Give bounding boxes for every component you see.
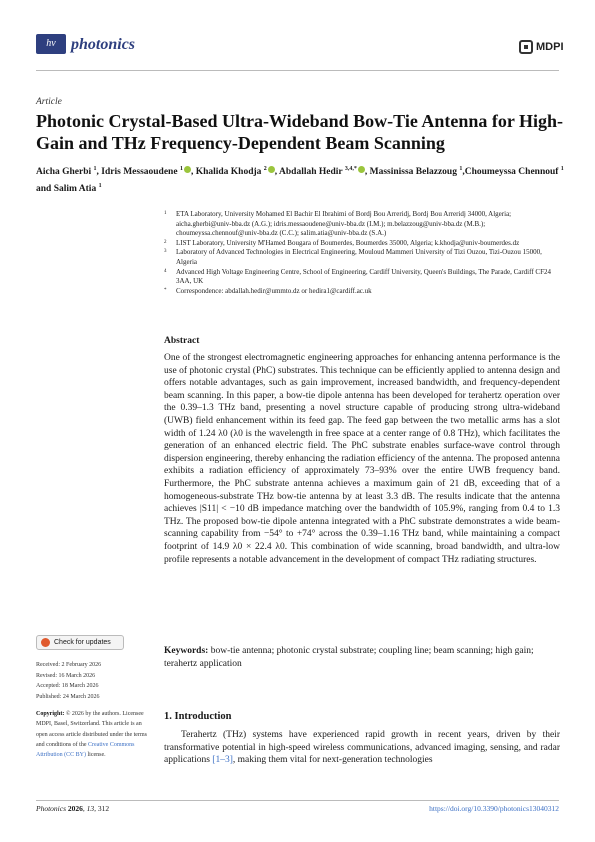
affiliation-text: Correspondence: abdallah.hedir@ummto.dz or hedira1@cardiff.ac.uk: [176, 286, 372, 295]
journal-name: photonics: [71, 36, 136, 53]
publisher-logo: [519, 40, 564, 54]
orcid-icon[interactable]: [184, 166, 191, 173]
author-name: Choumeyssa Chennouf: [464, 167, 561, 178]
date-line: Received: 2 February 2026: [36, 662, 102, 668]
copyright-label: Copyright:: [36, 711, 65, 717]
footer-year: 2026: [67, 804, 83, 813]
author-affiliation-mark: 1: [459, 166, 463, 172]
doi-link[interactable]: https://doi.org/10.3390/photonics13040312: [429, 804, 559, 813]
author-affiliation-mark: 1: [98, 183, 102, 190]
check-updates-label: Check for updates: [54, 639, 111, 646]
intro-text-end: , making them vital for next-generation technologies: [232, 755, 433, 766]
affiliation-item: [164, 268, 559, 287]
citation-link[interactable]: [1–3]: [212, 755, 233, 766]
publication-dates: [36, 660, 152, 702]
author-name: Salim Atia: [53, 184, 99, 195]
keywords-label: Keywords:: [164, 646, 209, 656]
affiliation-text: LIST Laboratory, University M'Hamed Bougara of Boumerdes, Boumerdes 35000, Algeria; k.khodja@univ-boumerdes.dz: [176, 238, 520, 247]
author-list: Aicha Gherbi $^1$, Idris Messaoudene $^1$ , Khalida Khodja $^2$ , Abdallah Hedir $^{3,4,*}$ , Massinissa Belazzoug $^1$,Choumeyssa Chennouf $^1$ and Salim Atia $^1$: [36, 166, 564, 195]
check-for-updates-button[interactable]: [36, 635, 124, 650]
footer-volume: 13: [86, 804, 95, 813]
date-line: Published: 24 March 2026: [36, 693, 100, 700]
introduction-text: [164, 729, 560, 767]
footer-divider: [36, 800, 559, 801]
paper-title: Photonic Crystal-Based Ultra-Wideband Bow-Tie Antenna for High-Gain and THz Frequency-Dependent Beam Scanning: [36, 111, 564, 153]
author-affiliation-mark: 1: [560, 166, 564, 172]
affiliations: [164, 210, 559, 296]
abstract-text: One of the strongest electromagnetic engineering approaches for enhancing antenna performance is the use of photonic crystal (PhC) substrates. This technique can be efficiently applied to antenna design and offers notable advantages, such as gain improvement, increased bandwidth, and frequency-dependent beam scanning. In this paper, a bow-tie dipole antenna has been developed for terahertz operation over the 0.39–1.3 THz band, presenting a novel structure capable of producing strong ultra-wideband (UWB) field enhancement within its feed gap. The feed gap between the two metallic arms has a slot width of 1.24 λ0 (λ0 is the wavelength in free space at a center range of 0.8 THz), which facilitates the generation of an enhanced electric field. The PhC substrate enables surface-wave control through dispersion engineering, thereby enhancing the radiation efficiency of the antenna. The proposed antenna exhibits a radiation efficiency of approximately 73–93% over the entire UWB frequency band. Furthermore, the PhC substrate antenna achieves a maximum gain of 21 dB, exceeding that of a homogeneous-substrate THz bow-tie antenna by at least 3.3 dB. The results indicate that the antenna achieves |S11| < −10 dB impedance matching over the bandwidth of 105.9%, ranging from 0.4 to 1.3 THz. The proposed bow-tie dipole antenna integrated with a PhC substrate demonstrates a wide beam-scanning capability from −54° to +74° across the 0.39–1.16 THz band, while maintaining a compact footprint of 14.9 λ0 × 22.4 λ0. This combination of wide scanning, broad bandwidth, and ultra-low profile represents a notable advancement in the development of compact THz radiating structures.: [164, 353, 560, 565]
header-divider: [36, 70, 559, 71]
affiliation-number: 1: [164, 211, 167, 216]
publisher-name: MDPI: [536, 41, 564, 53]
author-name: Abdallah Hedir: [279, 167, 345, 178]
orcid-icon[interactable]: [358, 166, 365, 173]
affiliation-item: [164, 210, 559, 239]
affiliation-item: [164, 287, 559, 297]
author-affiliation-mark: 1: [179, 166, 183, 172]
author-name: Aicha Gherbi: [36, 167, 94, 178]
date-line: Accepted: 18 March 2026: [36, 683, 99, 689]
author-name: Massinissa Belazzoug: [369, 167, 460, 178]
affiliation-number: 4: [164, 268, 167, 274]
affiliation-item: [164, 239, 559, 249]
author-affiliation-mark: 2: [263, 166, 267, 172]
mdpi-icon: [519, 40, 533, 54]
author-name: Idris Messaoudene: [101, 167, 180, 178]
intro-text-start: Terahertz (THz) systems have experienced rapid growth in recent years, driven by their transformative potential in high-speed wireless communications, advanced imaging, sensing, and radar applications: [164, 730, 560, 766]
section-heading-introduction: 1. Introduction: [164, 711, 232, 722]
license-end: license.: [87, 752, 106, 759]
orcid-icon[interactable]: [268, 166, 275, 173]
affiliation-item: [164, 248, 559, 267]
affiliation-number: 3: [164, 249, 167, 255]
footer-journal: Photonics: [36, 804, 66, 813]
affiliation-text: Advanced High Voltage Engineering Centre, School of Engineering, Cardiff University, Queen's Buildings, The Parade, Cardiff CF24 3AA, UK: [176, 267, 551, 286]
copyright-notice: [36, 709, 154, 760]
author-name: Khalida Khodja: [195, 167, 264, 178]
author-affiliation-mark: 1: [93, 166, 97, 172]
affiliation-number: *: [164, 287, 167, 293]
update-badge-icon: [41, 638, 50, 647]
author-affiliation-mark: 3,4,*: [344, 166, 357, 172]
keywords: [164, 645, 560, 670]
affiliation-text: Laboratory of Advanced Technologies in Electrical Engineering, Mouloud Mammeri University of Tizi Ouzou, Tizi-Ouzou 15000, Algeria: [176, 248, 542, 266]
footer-article: 312: [97, 804, 110, 813]
article-type: Article: [36, 97, 62, 107]
journal-logo: hν: [36, 34, 66, 54]
license-link[interactable]: Creative Commons Attribution (CC BY): [36, 741, 135, 759]
keywords-text: bow-tie antenna; photonic crystal substrate; coupling line; beam scanning; high gain; terahertz application: [164, 646, 534, 669]
citation-footer: Photonics 2026, 13, 312: [36, 804, 110, 813]
abstract-heading: Abstract: [164, 336, 200, 346]
affiliation-number: 2: [164, 239, 167, 245]
copyright-text: © 2026 by the authors. Licensee MDPI, Basel, Switzerland. This article is an open access article distributed under the terms and conditions of the: [36, 711, 147, 748]
date-line: Revised: 16 March 2026: [36, 672, 96, 679]
affiliation-text: ETA Laboratory, University Mohamed El Bachir El Ibrahimi of Bordj Bou Arreridj, Bordj Bou Arreridj 34000, Algeria; aicha.gherbi@univ-bba.dz (A.G.); idris.messaoudene@univ-bba.dz (I.M.); m.belazzoug@univ-bba.dz (M.B.); choumeyssa.chennouf@univ-bba.dz (C.C.); salim.atia@univ-bba.dz (S.A.): [176, 210, 512, 238]
